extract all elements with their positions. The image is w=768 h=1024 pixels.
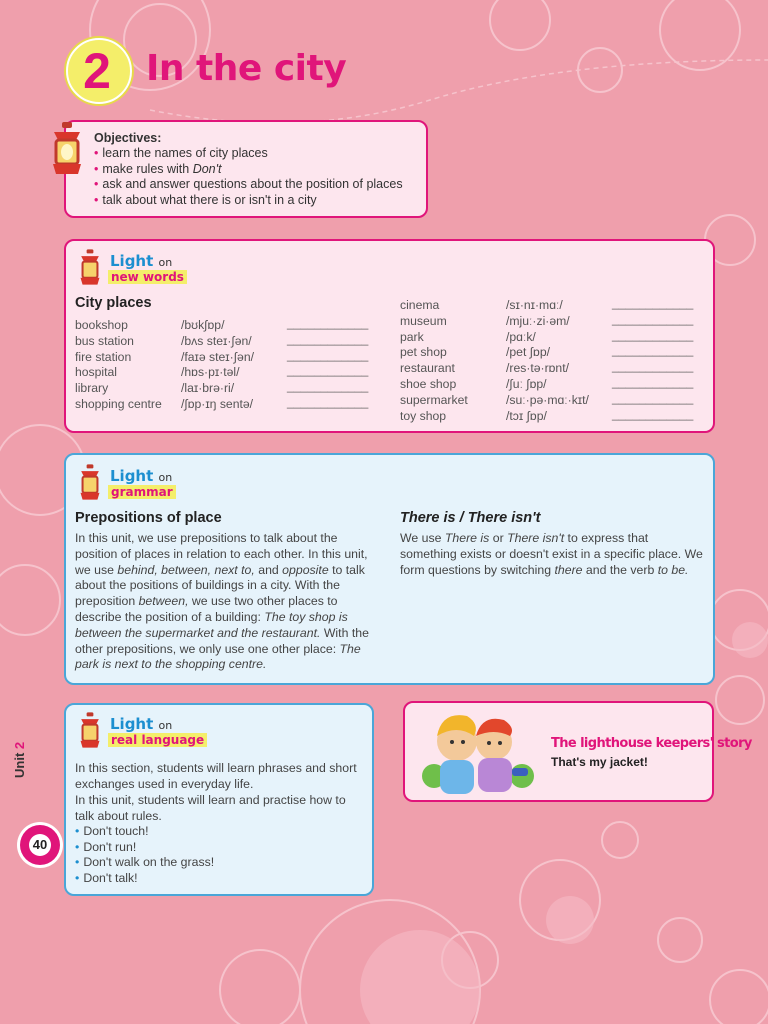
ipa-transcription: /∫ɒp·ɪŋ sentə/ [181,397,254,411]
badge-subtitle: real language [108,733,207,747]
lantern-icon [76,463,104,505]
objective-emphasis: Don't [192,161,222,176]
answer-blank[interactable]: ____________ [612,311,694,326]
badge-on: on [158,256,173,269]
answer-blank[interactable]: ____________ [287,379,369,394]
word-toy-shop: toy shop [400,408,447,423]
objective-text: make rules with [102,161,193,176]
rules-list [75,824,214,886]
answer-blank[interactable]: ____________ [612,296,694,310]
rule-text: Don't walk on the grass! [83,855,215,869]
badge-light: Light [110,252,154,270]
bullet-icon: • [94,192,99,207]
word-library: library [75,381,109,396]
word-fire-station: fire station [75,349,132,364]
answer-blank[interactable]: ____________ [612,406,694,421]
real-language-badge [110,717,207,747]
answer-blank[interactable]: ____________ [612,375,694,389]
ipa-transcription: /pɑːk/ [506,329,536,344]
list-item [94,177,426,193]
unit-side-label [12,742,27,778]
word-shopping-centre: shopping centre [75,397,162,411]
answer-blank[interactable]: ____________ [287,395,369,409]
list-item [94,193,426,209]
ipa-transcription: /tɔɪ ∫ɒp/ [506,408,547,423]
objective-text: talk about what there is or isn't in a city [102,192,317,207]
page-number-badge [20,825,60,865]
ipa-transcription: /mjuː·zi·əm/ [506,313,570,328]
ipa-transcription: /laɪ·brə·ri/ [181,381,235,396]
objective-text: ask and answer questions about the position of places [102,177,403,191]
ipa-transcription: /sɪ·nɪ·mɑː/ [506,298,563,312]
badge-subtitle: grammar [108,485,176,499]
objective-text: learn the names of city places [102,146,268,160]
grammar-badge [110,469,176,499]
lantern-icon [48,120,86,182]
word-pet-shop: pet shop [400,345,447,360]
bullet-icon: • [75,839,80,854]
section-title: City places [75,295,152,311]
bullet-icon: • [75,870,80,885]
ipa-transcription: /bʊk∫ɒp/ [181,318,225,332]
badge-on: on [158,719,173,732]
prepositions-paragraph: In this unit, we use prepositions to talk about the position of places in relation to each other. In this unit, we use behind, between, next to, and opposite to talk about the positions of buildings in a city. With the preposition between, we use two other places to describe the position of a building: The toy shop is between the supermarket and the restaurant. With the other prepositions, we only use one other place: The park is next to the shopping centre. [75,531,369,672]
unit-number-badge [66,38,132,104]
badge-light: Light [110,715,154,733]
answer-blank[interactable]: ____________ [612,327,694,342]
bullet-icon: • [94,146,99,160]
word-hospital: hospital [75,365,118,380]
new-words-badge [110,254,187,284]
ipa-transcription: /res·tə·rɒnt/ [506,361,569,376]
objectives-list [94,146,426,208]
page-title: In the city [146,48,347,89]
objectives-box [64,120,428,218]
rule-text: Don't run! [83,839,137,854]
ipa-transcription: /∫uː ∫ɒp/ [506,377,547,391]
story-title: The lighthouse keepers' story [551,736,752,751]
word-museum: museum [400,313,447,328]
word-shoe-shop: shoe shop [400,377,457,391]
children-illustration [412,706,542,798]
word-park: park [400,329,424,344]
bullet-icon: • [75,824,80,838]
prepositions-title: Prepositions of place [75,510,222,526]
word-bus-station: bus station [75,333,134,348]
unit-label-number: 2 [12,741,27,750]
page-number: 40 [29,834,51,856]
list-item [75,871,214,887]
real-language-paragraph-1: In this section, students will learn phrases and short exchanges used in everyday life. [75,761,357,791]
unit-number: 2 [83,43,111,99]
word-cinema: cinema [400,298,440,312]
word-restaurant: restaurant [400,361,455,376]
rule-text: Don't touch! [83,824,149,838]
answer-blank[interactable]: ____________ [612,390,694,405]
word-bookshop: bookshop [75,318,128,332]
real-language-paragraph-2: In this unit, students will learn and practise how to talk about rules. [75,793,346,823]
list-item [94,146,426,162]
answer-blank[interactable]: ____________ [287,316,369,330]
ipa-transcription: /bʌs steɪ·∫ən/ [181,333,252,348]
ipa-transcription: /suː·pə·mɑː·kɪt/ [506,392,589,407]
ipa-transcription: /pet ∫ɒp/ [506,345,550,360]
answer-blank[interactable]: ____________ [612,359,694,374]
ipa-transcription: /faɪə steɪ·∫ən/ [181,349,254,364]
answer-blank[interactable]: ____________ [287,331,369,346]
there-is-title: There is / There isn't [400,510,541,526]
objectives-heading: Objectives: [94,131,162,145]
badge-subtitle: new words [108,270,187,284]
story-subtitle: That's my jacket! [551,755,648,769]
list-item [94,162,426,178]
lantern-icon [76,248,104,290]
bullet-icon: • [94,161,99,176]
answer-blank[interactable]: ____________ [612,343,694,358]
unit-label: Unit [12,752,27,778]
bullet-icon: • [75,855,80,869]
lantern-icon [76,711,104,753]
list-item [75,855,214,871]
list-item [75,824,214,840]
badge-on: on [158,471,173,484]
list-item [75,840,214,856]
bullet-icon: • [94,177,99,191]
rule-text: Don't talk! [83,870,138,885]
there-is-paragraph: We use There is or There isn't to express that something exists or doesn't exist in a specific place. We form questions by switching there and the verb to be. [400,531,703,577]
answer-blank[interactable]: ____________ [287,363,369,378]
word-supermarket: supermarket [400,392,468,407]
badge-light: Light [110,467,154,485]
answer-blank[interactable]: ____________ [287,347,369,362]
ipa-transcription: /hɒs·pɪ·təl/ [181,365,240,380]
